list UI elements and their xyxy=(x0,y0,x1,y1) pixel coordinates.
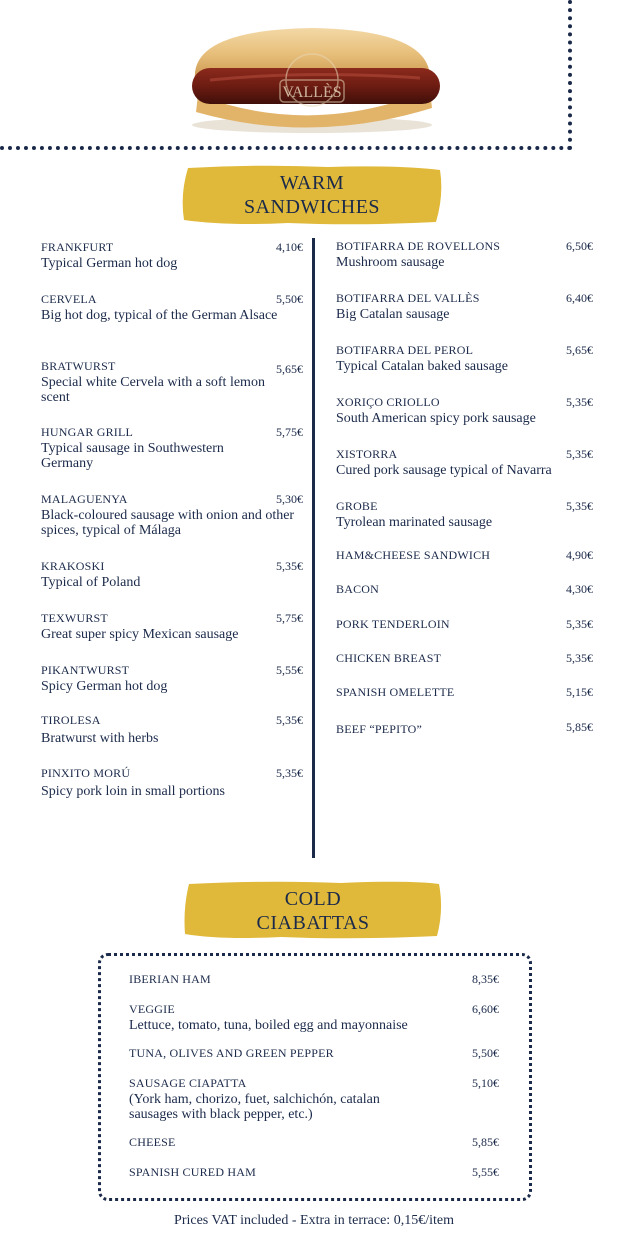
item-description: Spicy German hot dog xyxy=(41,679,168,694)
menu-item xyxy=(41,240,303,271)
item-name: SAUSAGE CIAPATTA xyxy=(129,1076,247,1090)
item-name: VEGGIE xyxy=(129,1002,175,1016)
menu-item xyxy=(336,685,593,699)
cold-title-line2: CIABATTAS xyxy=(256,912,370,934)
menu-item xyxy=(336,499,593,530)
item-description: South American spicy pork sausage xyxy=(336,411,536,426)
menu-item xyxy=(336,343,593,374)
item-name: PORK TENDERLOIN xyxy=(336,617,450,631)
item-description: Great super spicy Mexican sausage xyxy=(41,627,239,642)
item-name: SPANISH CURED HAM xyxy=(129,1165,256,1179)
item-description: Spicy pork loin in small portions xyxy=(41,784,225,799)
item-price: 5,30€ xyxy=(276,492,303,506)
item-price: 5,15€ xyxy=(566,685,593,699)
item-price: 5,35€ xyxy=(276,559,303,573)
item-name: BACON xyxy=(336,582,380,596)
item-name: KRAKOSKI xyxy=(41,559,105,573)
item-description: Tyrolean marinated sausage xyxy=(336,515,493,530)
item-price: 4,10€ xyxy=(276,240,303,254)
item-name: CERVELA xyxy=(41,292,97,306)
item-name: PIKANTWURST xyxy=(41,663,130,677)
item-price: 5,35€ xyxy=(566,651,593,665)
warm-sandwiches-banner xyxy=(178,162,446,228)
item-name: CHEESE xyxy=(129,1135,176,1149)
item-name: IBERIAN HAM xyxy=(129,972,211,986)
item-description: Typical of Poland xyxy=(41,575,141,590)
hotdog-image xyxy=(180,20,445,135)
menu-item xyxy=(129,1046,499,1060)
item-price: 4,90€ xyxy=(566,548,593,562)
menu-item xyxy=(336,239,593,270)
item-price: 5,65€ xyxy=(276,362,303,376)
menu-item xyxy=(336,291,593,322)
item-description: Special white Cervela with a soft lemon scent xyxy=(41,375,265,405)
menu-item xyxy=(336,395,593,426)
item-name: GROBE xyxy=(336,499,378,513)
item-price: 5,55€ xyxy=(472,1165,499,1179)
item-name: BOTIFARRA DEL PEROL xyxy=(336,343,474,357)
menu-item xyxy=(129,972,499,986)
item-description: Typical Catalan baked sausage xyxy=(336,359,509,374)
item-name: XISTORRA xyxy=(336,447,398,461)
item-description: Cured pork sausage typical of Navarra xyxy=(336,463,552,478)
item-price: 4,30€ xyxy=(566,582,593,596)
footer-note: Prices VAT included - Extra in terrace: 0,15€/item xyxy=(174,1213,454,1228)
item-price: 5,55€ xyxy=(276,663,303,677)
item-price: 5,85€ xyxy=(566,720,593,734)
menu-item xyxy=(41,559,303,590)
item-price: 8,35€ xyxy=(472,972,499,986)
item-price: 6,60€ xyxy=(472,1002,499,1016)
item-price: 5,65€ xyxy=(566,343,593,357)
item-price: 5,35€ xyxy=(566,395,593,409)
item-price: 6,50€ xyxy=(566,239,593,253)
menu-item xyxy=(41,425,303,471)
menu-item xyxy=(41,713,303,746)
logo-text: VALLÈS xyxy=(282,84,342,101)
menu-item xyxy=(336,617,593,631)
item-description: Mushroom sausage xyxy=(336,255,445,270)
menu-item xyxy=(41,359,303,405)
menu-item xyxy=(129,1165,499,1179)
menu-item xyxy=(41,492,303,538)
item-price: 6,40€ xyxy=(566,291,593,305)
item-name: TIROLESA xyxy=(41,713,101,727)
item-name: FRANKFURT xyxy=(41,240,114,254)
item-name: BEEF “PEPITO” xyxy=(336,722,423,736)
cold-ciabattas-banner xyxy=(181,878,445,942)
item-name: PINXITO MORÚ xyxy=(41,766,131,780)
menu-item xyxy=(129,1135,499,1149)
item-name: XORIÇO CRIOLLO xyxy=(336,395,440,409)
item-name: SPANISH OMELETTE xyxy=(336,685,455,699)
item-description: Typical German hot dog xyxy=(41,256,178,271)
item-price: 5,50€ xyxy=(472,1046,499,1060)
item-name: MALAGUENYA xyxy=(41,492,128,506)
warm-title-line1: WARM xyxy=(279,172,345,194)
menu-item xyxy=(129,1002,499,1033)
item-name: TUNA, OLIVES AND GREEN PEPPER xyxy=(129,1046,334,1060)
menu-item xyxy=(41,766,303,799)
column-divider xyxy=(312,238,315,858)
item-price: 5,35€ xyxy=(566,617,593,631)
menu-item xyxy=(336,582,593,596)
item-description: Black-coloured sausage with onion and other spices, typical of Málaga xyxy=(41,508,295,538)
item-name: HUNGAR GRILL xyxy=(41,425,134,439)
item-name: CHICKEN BREAST xyxy=(336,651,442,665)
menu-item xyxy=(129,1076,499,1122)
item-name: BOTIFARRA DEL VALLÈS xyxy=(336,291,480,305)
item-description: Typical sausage in Southwestern Germany xyxy=(41,441,224,471)
menu-item xyxy=(41,292,303,323)
item-description: (York ham, chorizo, fuet, salchichón, catalan sausages with black pepper, etc.) xyxy=(129,1092,380,1122)
item-description: Bratwurst with herbs xyxy=(41,731,159,746)
cold-title-line1: COLD xyxy=(284,888,342,910)
menu-item xyxy=(41,663,303,694)
item-price: 5,35€ xyxy=(566,499,593,513)
top-dotted-border-bottom xyxy=(0,146,572,150)
top-dotted-border-right xyxy=(568,0,572,150)
item-price: 5,35€ xyxy=(276,766,303,780)
item-description: Big Catalan sausage xyxy=(336,307,450,322)
item-name: BRATWURST xyxy=(41,359,116,373)
item-description: Big hot dog, typical of the German Alsace xyxy=(41,308,278,323)
warm-title-line2: SANDWICHES xyxy=(243,196,381,218)
item-price: 5,75€ xyxy=(276,611,303,625)
menu-item xyxy=(336,548,593,562)
item-price: 5,50€ xyxy=(276,292,303,306)
item-price: 5,75€ xyxy=(276,425,303,439)
item-price: 5,35€ xyxy=(276,713,303,727)
item-price: 5,85€ xyxy=(472,1135,499,1149)
menu-item xyxy=(41,611,303,642)
item-description: Lettuce, tomato, tuna, boiled egg and mayonnaise xyxy=(129,1018,408,1033)
item-price: 5,35€ xyxy=(566,447,593,461)
menu-item xyxy=(336,720,593,736)
item-price: 5,10€ xyxy=(472,1076,499,1090)
menu-item xyxy=(336,447,593,478)
item-name: BOTIFARRA DE ROVELLONS xyxy=(336,239,501,253)
item-name: TEXWURST xyxy=(41,611,108,625)
menu-item xyxy=(336,651,593,665)
item-name: HAM&CHEESE SANDWICH xyxy=(336,548,491,562)
